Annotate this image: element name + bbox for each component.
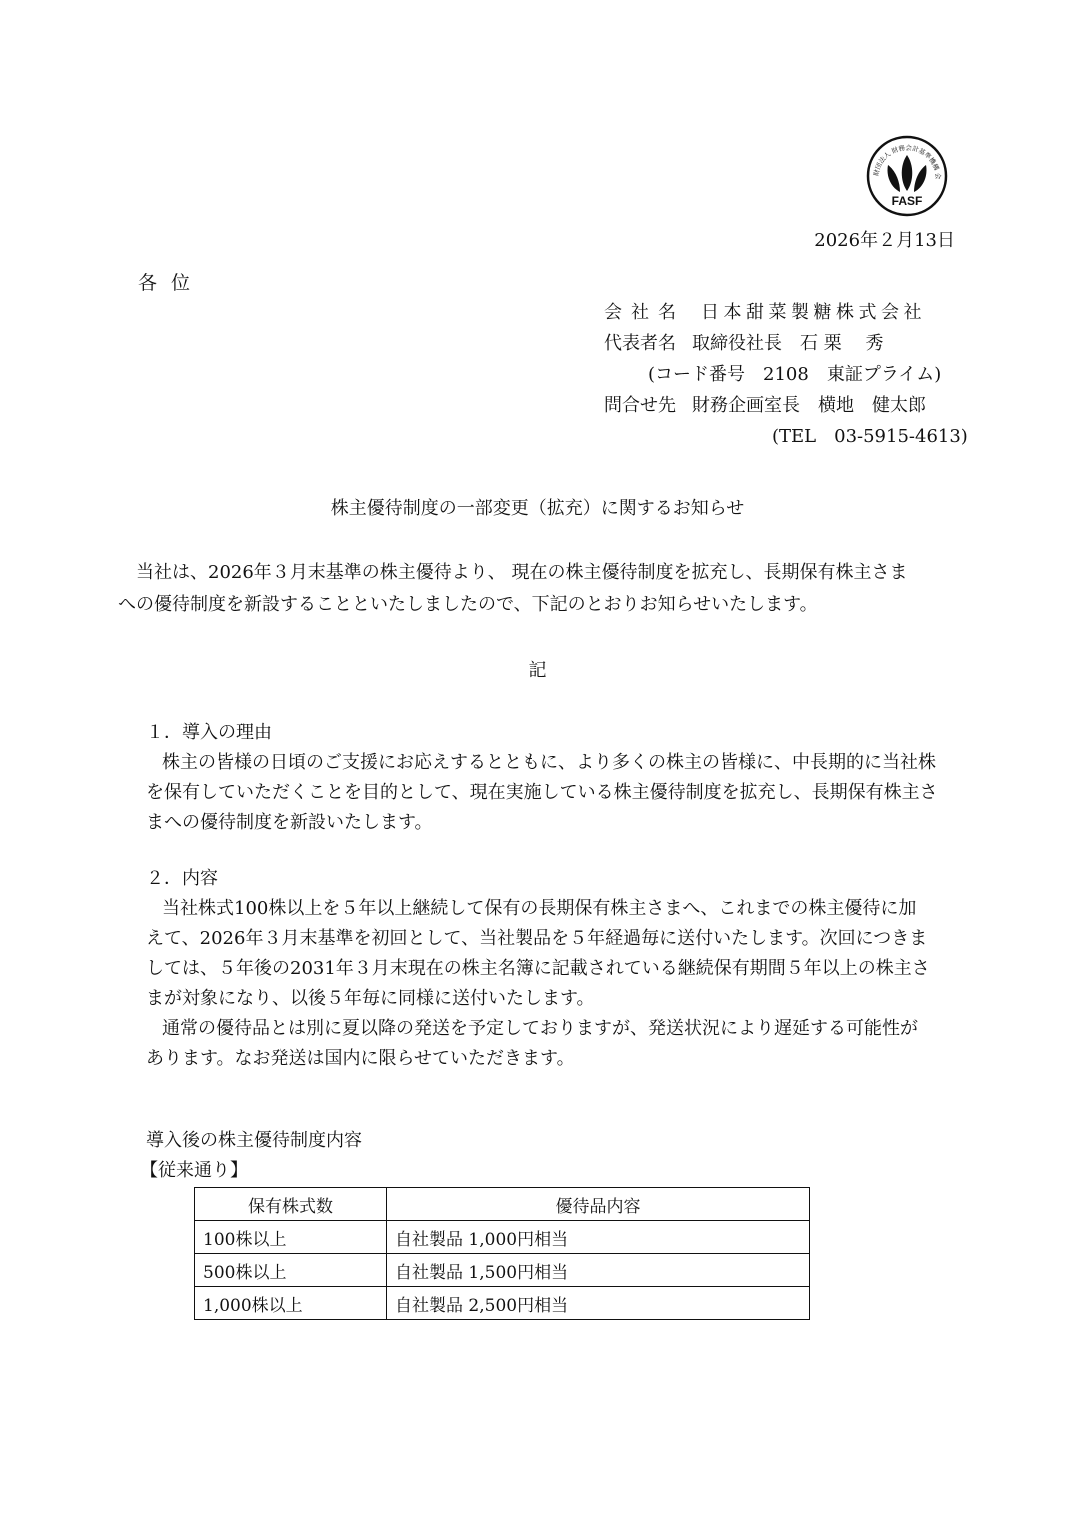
section-reason-line: を保有していただくことを目的として、現在実施している株主優待制度を拡充し、長期保有株主さ <box>146 782 938 803</box>
fasf-logo <box>866 135 948 217</box>
table-row <box>195 1254 810 1287</box>
section-reason-heading: １．導入の理由 <box>146 722 272 743</box>
representative-row <box>604 329 968 360</box>
ki-marker: 記 <box>528 660 547 681</box>
company-name-value: 日本甜菜製糖株式会社 <box>701 302 926 323</box>
representative-label: 代表者名 <box>604 333 676 354</box>
section-reason <box>146 718 986 838</box>
svg-text:FASF: FASF <box>891 194 923 208</box>
issue-date: 2026年２月13日 <box>814 230 955 251</box>
contact-row <box>604 391 968 422</box>
section-reason-line: まへの優待制度を新設いたします。 <box>146 812 433 833</box>
intro-paragraph <box>118 557 978 621</box>
tel-line: (TEL 03-5915-4613) <box>772 426 968 447</box>
table-caption: 導入後の株主優待制度内容 <box>146 1130 362 1151</box>
section-content <box>146 864 986 1074</box>
section-content-line: あります。なお発送は国内に限らせていただきます。 <box>146 1048 575 1069</box>
table-row <box>195 1287 810 1320</box>
section-content-line: えて、2026年３月末基準を初回として、当社製品を５年経過毎に送付いたします。次回につきま <box>146 928 928 949</box>
company-name-row <box>604 298 968 329</box>
table-cell: 自社製品 2,500円相当 <box>387 1287 810 1320</box>
document-title: 株主優待制度の一部変更（拡充）に関するお知らせ <box>330 498 745 519</box>
table-header: 優待品内容 <box>387 1188 810 1221</box>
contact-label: 問合せ先 <box>604 395 676 416</box>
company-info <box>604 298 968 453</box>
section-content-line: 当社株式100株以上を５年以上継続して保有の長期保有株主さまへ、これまでの株主優待に加 <box>162 898 917 919</box>
representative-value: 取締役社長 石 栗 秀 <box>692 333 884 354</box>
section-content-line: 通常の優待品とは別に夏以降の発送を予定しておりますが、発送状況により遅延する可能性が <box>162 1018 918 1039</box>
section-reason-line: 株主の皆様の日頃のご支援にお応えするとともに、より多くの株主の皆様に、中長期的に当社株 <box>162 752 936 773</box>
table-cell: 100株以上 <box>195 1221 387 1254</box>
code-line: (コード番号 2108 東証プライム) <box>648 364 942 385</box>
addressee: 各位 <box>138 272 205 294</box>
company-name-label: 会社名 <box>604 302 685 323</box>
table-subcaption: 【従来通り】 <box>140 1160 248 1181</box>
section-content-heading: ２．内容 <box>146 868 218 889</box>
benefits-table <box>194 1187 810 1320</box>
table-header: 保有株式数 <box>195 1188 387 1221</box>
intro-line-2: への優待制度を新設することといたしましたので、下記のとおりお知らせいたします。 <box>118 594 818 615</box>
table-cell: 自社製品 1,000円相当 <box>387 1221 810 1254</box>
table-row <box>195 1221 810 1254</box>
table-header-row <box>195 1188 810 1221</box>
contact-value: 財務企画室長 横地 健太郎 <box>692 395 926 416</box>
section-content-line: しては、５年後の2031年３月末現在の株主名簿に記載されている継続保有期間５年以上の株主さ <box>146 958 930 979</box>
section-content-line: まが対象になり、以後５年毎に同様に送付いたします。 <box>146 988 595 1009</box>
table-cell: 1,000株以上 <box>195 1287 387 1320</box>
table-cell: 自社製品 1,500円相当 <box>387 1254 810 1287</box>
table-cell: 500株以上 <box>195 1254 387 1287</box>
svg-text:財団法人 財務会計基準機構 会員: 財団法人 財務会計基準機構 会 <box>872 143 943 180</box>
intro-line-1: 当社は、2026年３月末基準の株主優待より、 現在の株主優待制度を拡充し、長期保有株主さま <box>136 562 908 583</box>
